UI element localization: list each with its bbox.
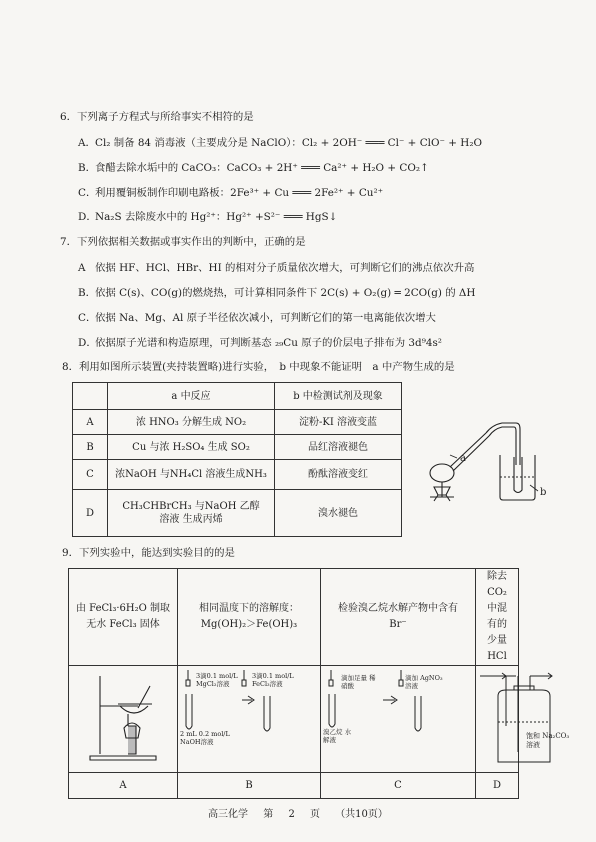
option-text: 依据 Na、Mg、Al 原子半径依次减小，可判断它们的第一电离能依次增大 — [95, 312, 436, 324]
footer-page-number: 2 — [288, 809, 295, 820]
q9-choice-b: B — [178, 773, 321, 799]
q9-figure-a-cell — [69, 666, 178, 773]
footer-total: （共10页） — [335, 809, 388, 820]
test-tube-icon — [321, 666, 447, 772]
option-label: C． — [78, 312, 97, 324]
q8-row-detect: 酚酞溶液变红 — [275, 460, 402, 490]
q9-goal-a: 由 FeCl₃·6H₂O 制取无水 FeCl₃ 固体 — [69, 569, 178, 666]
q9-figure-b-cell — [178, 666, 321, 773]
test-tube-icon — [178, 666, 304, 772]
q7-option-b — [78, 286, 476, 300]
q6-option-a — [78, 136, 482, 150]
q9-choice-a: A — [69, 773, 178, 799]
q9-figure-c-cell — [321, 666, 476, 773]
q9-c-label-agno3: 滴加 AgNO₃溶液 — [405, 674, 443, 690]
q9-d-label-na2co3: 饱和 Na₂CO₃溶液 — [526, 732, 570, 749]
q8-table — [72, 382, 402, 537]
option-text: 食醋去除水垢中的 CaCO₃：CaCO₃ + 2H⁺ ═══ Ca²⁺ + H₂O + CO₂↑ — [95, 162, 429, 174]
option-text: Na₂S 去除废水中的 Hg²⁺：Hg²⁺ +S²⁻ ═══ HgS↓ — [95, 211, 338, 223]
q7-stem: 7．下列依据相关数据或事实作出的判断中，正确的是 — [60, 236, 306, 248]
q8-row-reaction: 浓 HNO₃ 分解生成 NO₂ — [108, 410, 275, 435]
q7-option-d — [78, 336, 442, 350]
option-label: B． — [78, 287, 97, 299]
page-footer — [0, 805, 596, 820]
option-label: C． — [78, 187, 97, 199]
q7-option-a — [78, 261, 474, 275]
q8-header-empty — [73, 383, 108, 410]
q8-apparatus-figure — [420, 405, 550, 510]
q8-row-label: A — [73, 410, 108, 435]
q6-option-c — [78, 186, 383, 200]
q8-row-label: C — [73, 460, 108, 490]
q9-goal-b: 相同温度下的溶解度： Mg(OH)₂＞Fe(OH)₃ — [178, 569, 321, 666]
q9-figure-d-cell — [476, 666, 570, 773]
q8-row-reaction: 浓NaOH 与NH₄Cl 溶液生成NH₃ — [108, 460, 275, 490]
footer-di: 第 — [263, 809, 274, 820]
q9-stem: 9．下列实验中，能达到实验目的的是 — [62, 547, 235, 559]
option-label: D． — [78, 211, 97, 223]
footer-ye: 页 — [310, 809, 320, 820]
q9-choice-c: C — [321, 773, 476, 799]
q9-choice-d: D — [476, 773, 519, 799]
q8-row-label: B — [73, 435, 108, 460]
q9-c-label-hno3: 滴加足量 稀硝酸 — [341, 674, 376, 690]
q9-table — [68, 568, 570, 799]
q9-goal-c: 检验溴乙烷水解产物中含有 Br⁻ — [321, 569, 476, 666]
q9-b-label-mgcl2: 3滴0.1 mol/L MgCl₂溶液 — [196, 672, 238, 688]
q8-fig-label-a: a — [460, 453, 466, 464]
q8-row-detect: 溴水褪色 — [275, 490, 402, 537]
q9-b-label-fecl3: 3滴0.1 mol/L FeCl₃溶液 — [252, 672, 294, 688]
footer-subject: 高三化学 — [208, 809, 249, 820]
q9-b-label-naoh: 2 mL 0.2 mol/L NaOH溶液 — [180, 730, 230, 746]
q8-row-label: D — [73, 490, 108, 537]
q7-option-c — [78, 311, 436, 325]
option-label: A — [78, 262, 86, 274]
q9-goal-d: 除去 CO₂ 中混有的少量 HCl — [476, 569, 519, 666]
q8-row-detect: 淀粉-KI 溶液变蓝 — [275, 410, 402, 435]
option-text: 依据原子光谱和构造原理，可判断基态 ₂₉Cu 原子的价层电子排布为 3d⁹4s² — [95, 337, 442, 349]
option-text: 依据 HF、HCl、HBr、HI 的相对分子质量依次增大，可判断它们的沸点依次升高 — [95, 262, 475, 274]
q8-fig-label-b: b — [540, 487, 547, 498]
option-label: D． — [78, 337, 97, 349]
option-text: Cl₂ 制备 84 消毒液（主要成分是 NaClO）：Cl₂ + 2OH⁻ ═══ Cl⁻ + ClO⁻ + H₂O — [95, 137, 483, 149]
q8-row-detect: 品红溶液褪色 — [275, 435, 402, 460]
q6-option-d — [78, 210, 337, 224]
q8-header-a: a 中反应 — [108, 383, 275, 410]
q8-stem: 8．利用如图所示装置(夹持装置略)进行实验， b 中现象不能证明 a 中产物生成的是 — [62, 361, 455, 373]
q6-option-b — [78, 161, 429, 175]
option-text: 依据 C(s)、CO(g)的燃烧热，可计算相同条件下 2C(s) + O₂(g) ═ 2CO(g) 的 ΔH — [95, 287, 476, 299]
q6-stem: 6．下列离子方程式与所给事实不相符的是 — [60, 111, 254, 123]
q8-row-reaction: Cu 与浓 H₂SO₄ 生成 SO₂ — [108, 435, 275, 460]
option-label: A． — [78, 137, 96, 149]
evaporating-dish-icon — [78, 666, 168, 766]
option-text: 利用覆铜板制作印刷电路板：2Fe³⁺ + Cu ═══ 2Fe²⁺ + Cu²⁺ — [95, 187, 384, 199]
q8-header-b: b 中检测试剂及现象 — [275, 383, 402, 410]
q8-row-reaction: CH₃CHBrCH₃ 与NaOH 乙醇溶液 生成丙烯 — [108, 490, 275, 537]
gas-washing-bottle-icon — [476, 666, 578, 772]
q9-c-label-bromoethane: 溴乙烷 水解液 — [323, 728, 352, 744]
option-label: B． — [78, 162, 97, 174]
